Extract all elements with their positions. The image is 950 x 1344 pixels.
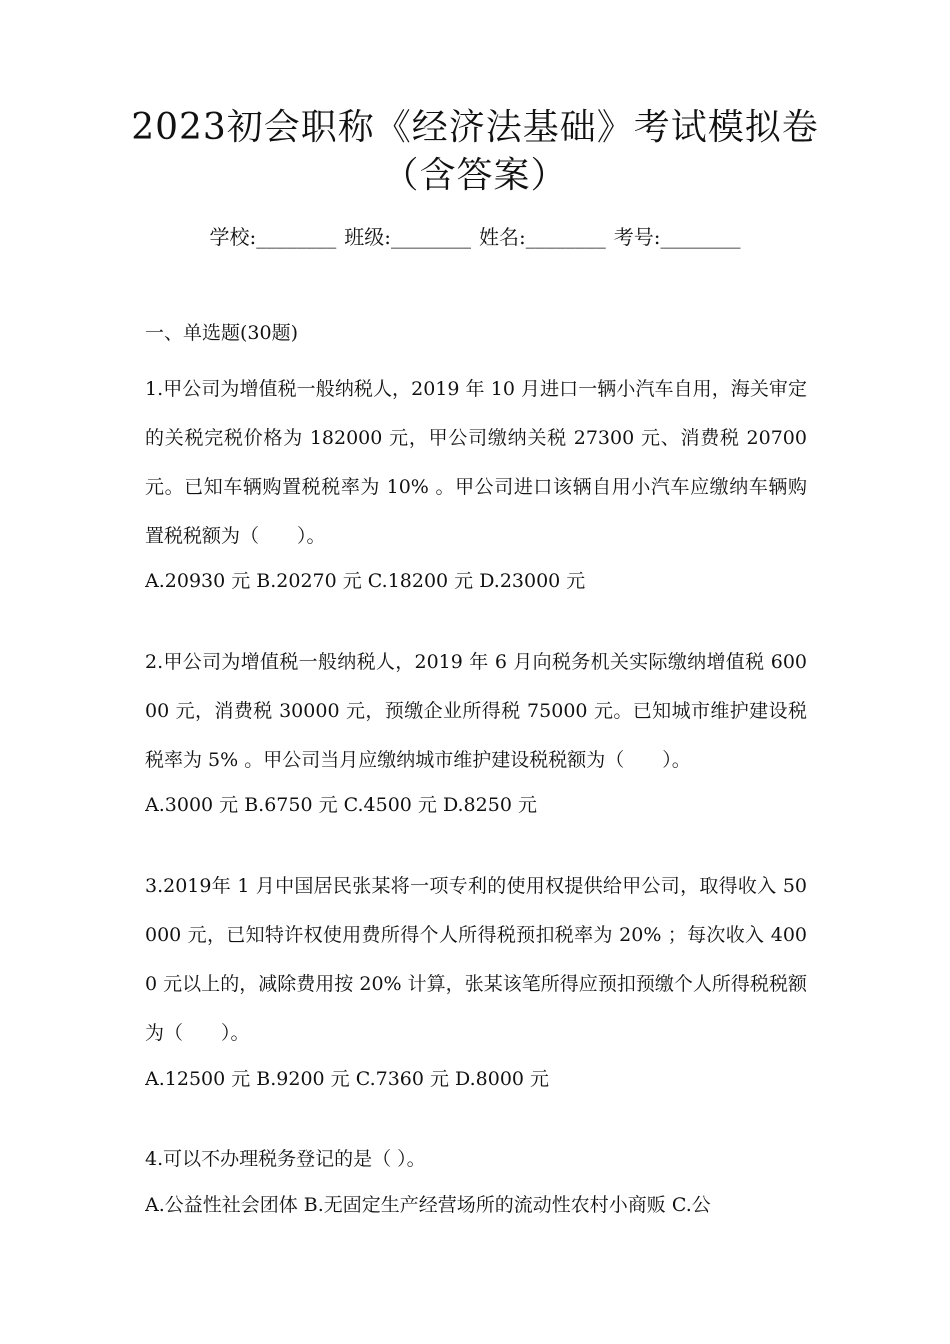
document-subtitle: （含答案） [382, 155, 568, 196]
name-field: 姓名:________ [479, 225, 606, 249]
question-2: 2.甲公司为增值税一般纳税人，2019 年 6 月向税务机关实际缴纳增值税 60000 元，消费税 30000 元，预缴企业所得税 75000 元。已知城市维护建设税税率为 5% 。甲公司当月应缴纳城市维护建设税税额为（ ）。 [145, 651, 807, 771]
question-1: 1.甲公司为增值税一般纳税人，2019 年 10 月进口一辆小汽车自用，海关审定的关税完税价格为 182000 元，甲公司缴纳关税 27300 元、消费税 20700 元。已知车辆购置税税率为 10% 。甲公司进口该辆自用小汽车应缴纳车辆购置税税额为（ ）。 [145, 378, 807, 547]
question-3: 3.2019年 1 月中国居民张某将一项专利的使用权提供给甲公司，取得收入 50000 元，已知特许权使用费所得个人所得税预扣税率为 20% ；每次收入 4000 元以上的，减除费用按 20% 计算，张某该笔所得应预扣预缴个人所得税税额为（ ）。 [145, 875, 807, 1044]
question-3-options: A.12500 元 B.9200 元 C.7360 元 D.8000 元 [145, 1068, 550, 1090]
section-heading: 一、单选题(30题) [145, 322, 299, 344]
document-title: 2023初会职称《经济法基础》考试模拟卷 [131, 107, 819, 148]
student-info-line [0, 222, 950, 252]
question-2-options: A.3000 元 B.6750 元 C.4500 元 D.8250 元 [145, 794, 537, 816]
question-1-options: A.20930 元 B.20270 元 C.18200 元 D.23000 元 [145, 570, 586, 592]
question-4-options: A.公益性社会团体 B.无固定生产经营场所的流动性农村小商贩 C.公 [145, 1194, 711, 1216]
school-field: 学校:________ [209, 225, 337, 249]
exam-number-field: 考号:________ [613, 225, 741, 249]
class-field: 班级:________ [344, 225, 471, 249]
question-4: 4.可以不办理税务登记的是（ ）。 [145, 1148, 426, 1170]
